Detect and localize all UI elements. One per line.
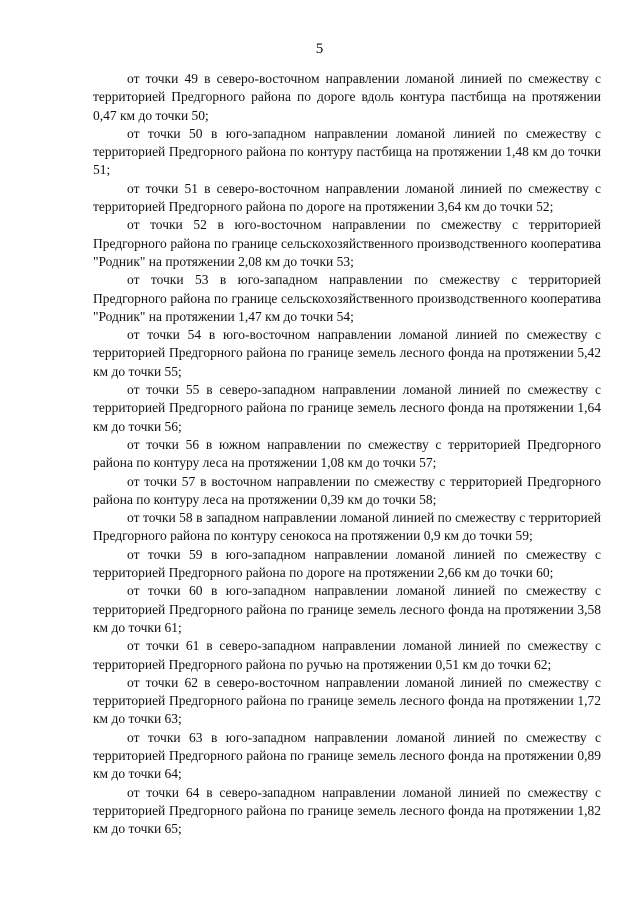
paragraph-point-55: от точки 55 в северо-западном направлении ломаной линией по смежеству с территорией Предгорного района по границе земель лесного фонда на протяжении 1,64 км до точки 56;	[93, 382, 601, 434]
document-body	[93, 70, 601, 838]
paragraph-point-54: от точки 54 в юго-восточном направлении ломаной линией по смежеству с территорией Предгорного района по границе земель лесного фонда на протяжении 5,42 км до точки 55;	[93, 327, 601, 379]
paragraph-point-64: от точки 64 в северо-западном направлении ломаной линией по смежеству с территорией Предгорного района по границе земель лесного фонда на протяжении 1,82 км до точки 65;	[93, 784, 601, 837]
paragraph-point-58: от точки 58 в западном направлении ломаной линией по смежеству с территорией Предгорного района по контуру сенокоса на протяжении 0,9 км до точки 59;	[93, 510, 601, 544]
paragraph-point-53: от точки 53 в юго-западном направлении по смежеству с территорией Предгорного района по границе сельскохозяйственного производственного кооператива "Родник" на протяжении 1,47 км до точки 54;	[93, 272, 601, 324]
paragraph-point-62: от точки 62 в северо-восточном направлении ломаной линией по смежеству с территорией Предгорного района по границе земель лесного фонда на протяжении 1,72 км до точки 63;	[93, 674, 601, 727]
paragraph-point-49: от точки 49 в северо-восточном направлении ломаной линией по смежеству с территорией Предгорного района по дороге вдоль контура пастбища на протяжении 0,47 км до точки 50;	[93, 71, 601, 123]
paragraph-point-57: от точки 57 в восточном направлении по смежеству с территорией Предгорного района по контуру леса на протяжении 0,39 км до точки 58;	[93, 473, 601, 507]
paragraph-point-52: от точки 52 в юго-восточном направлении по смежеству с территорией Предгорного района по границе сельскохозяйственного производственного кооператива "Родник" на протяжении 2,08 км до точки 53;	[93, 217, 601, 269]
page-number: 5	[315, 41, 324, 57]
paragraph-point-50: от точки 50 в юго-западном направлении ломаной линией по смежеству с территорией Предгорного района по контуру пастбища на протяжении 1,48 км до точки 51;	[93, 125, 601, 178]
paragraph-point-63: от точки 63 в юго-западном направлении ломаной линией по смежеству с территорией Предгорного района по границе земель лесного фонда на протяжении 0,89 км до точки 64;	[93, 729, 601, 782]
paragraph-point-61: от точки 61 в северо-западном направлении ломаной линией по смежеству с территорией Предгорного района по ручью на протяжении 0,51 км до точки 62;	[93, 638, 601, 672]
paragraph-point-60: от точки 60 в юго-западном направлении ломаной линией по смежеству с территорией Предгорного района по границе земель лесного фонда на протяжении 3,58 км до точки 61;	[93, 583, 601, 635]
paragraph-point-56: от точки 56 в южном направлении по смежеству с территорией Предгорного района по контуру леса на протяжении 1,08 км до точки 57;	[93, 436, 601, 471]
paragraph-point-51: от точки 51 в северо-восточном направлении ломаной линией по смежеству с территорией Предгорного района по дороге на протяжении 3,64 км до точки 52;	[93, 180, 601, 215]
paragraph-point-59: от точки 59 в юго-западном направлении ломаной линией по смежеству с территорией Предгорного района по дороге на протяжении 2,66 км до точки 60;	[93, 546, 601, 581]
